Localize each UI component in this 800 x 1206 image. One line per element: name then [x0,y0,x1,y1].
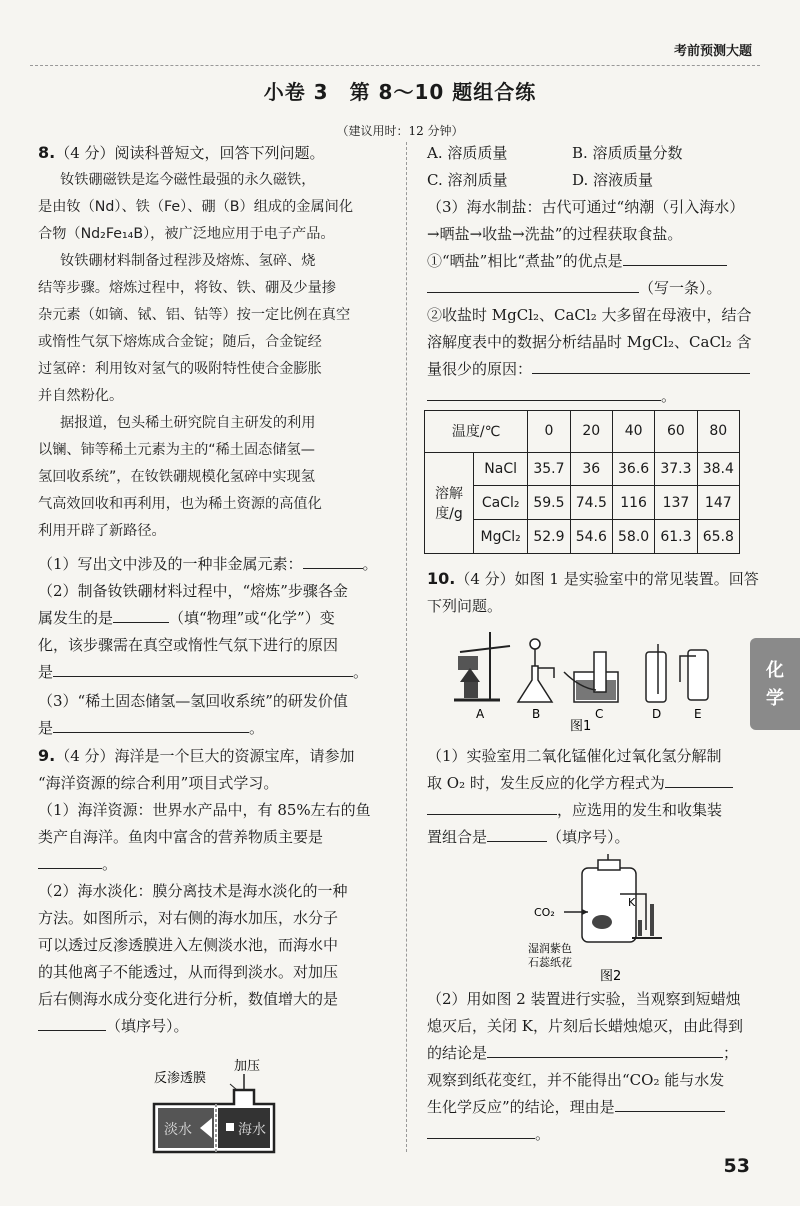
table-cell: 36.6 [612,452,654,486]
q9-line: 。 [38,851,117,877]
q8-part3-line: 是 。 [38,719,265,737]
litmus-paper-flower [592,915,612,929]
q8-number: 8. [38,143,56,162]
q10-line: （1）实验室用二氧化锰催化过氧化氢分解制 [427,747,722,765]
q9-part3-line: 。 [427,383,676,409]
answer-blank[interactable] [38,1016,106,1031]
q10-line: 置组合是 （填序号）。 [427,828,630,846]
q9-number: 9. [38,746,56,765]
q10-line: 观察到纸花变红，并不能得出“CO₂ 能与水发 [427,1071,725,1089]
q8-part1: （1）写出文中涉及的一种非金属元素： 。 [38,555,378,573]
table-header-cell: 0 [528,411,570,453]
q9-line: “海洋资源的综合利用”项目式学习。 [38,774,279,792]
answer-blank[interactable] [53,718,249,733]
q9-line: 的其他离子不能透过，从而得到淡水。对加压 [38,963,339,981]
q8-article-line: 据报道，包头稀土研究院自主研发的利用 [60,415,316,431]
table-cell: 54.6 [570,520,612,554]
q9-part3-line: 量很少的原因： [427,356,750,382]
table-cell: 116 [612,486,654,520]
option-d: D. 溶液质量 [572,171,654,189]
apparatus-c [564,652,618,702]
q9-line: 可以透过反渗透膜进入左侧淡水池，而海水中 [38,936,339,954]
apparatus-label-e: E [694,707,702,721]
q8-part2-line: （2）制备钕铁硼材料过程中，“熔炼”步骤各金 [38,582,348,600]
table-cell: MgCl₂ [474,520,528,554]
q10-line: 取 O₂ 时，发生反应的化学方程式为 [427,770,733,796]
q8-part2-line: 化，该步骤需在真空或惰性气氛下进行的原因 [38,636,339,654]
table-cell: 37.3 [655,452,697,486]
table-cell: 65.8 [697,520,739,554]
q9-line: 9.（4 分）海洋是一个巨大的资源宝库，请参加 [38,746,355,765]
table-header-cell: 60 [655,411,697,453]
q10-number: 10. [427,569,456,588]
option-b: B. 溶质质量分数 [572,144,683,162]
q10-line: （2）用如图 2 装置进行实验，当观察到短蜡烛 [427,990,741,1008]
q10-line: ，应选用的发生和收集装 [427,797,722,823]
answer-blank[interactable] [38,854,102,869]
valve-k-label: K [628,896,636,909]
q9-part3-line: （3）海水制盐：古代可通过“纳潮（引入海水） [427,198,745,216]
q9-part3-line: （写一条）。 [427,275,722,301]
q8-article-line: 氢回收系统”，在钕铁硼规模化氢碎中实现氢 [38,469,315,485]
suggested-time: （建议用时：12 分钟） [336,124,464,138]
long-candle [650,904,654,936]
figure1-caption: 图1 [570,719,592,732]
apparatus-label-c: C [595,707,604,721]
q8-part3-line: （3）“稀土固态储氢—氢回收系统”的研发价值 [38,692,348,710]
q8-article-line: 钕铁硼材料制备过程涉及熔炼、氢碎、烧 [60,253,316,269]
column-divider [406,142,407,1152]
apparatus-label-a: A [476,707,485,721]
q10-line: 熄灭后，关闭 K，片刻后长蜡烛熄灭，由此得到 [427,1017,743,1035]
answer-blank[interactable] [623,251,727,266]
subject-tab [750,638,800,730]
table-row [425,411,740,453]
q10-line: 下列问题。 [427,597,503,615]
apparatus-a [454,632,510,700]
q8-article-line: 或惰性气氛下熔炼成合金锭；随后，合金锭经 [38,334,322,350]
table-cell: 38.4 [697,452,739,486]
option-a: A. 溶质质量 [427,144,508,162]
q8-article-line: 结等步骤。熔炼过程中，将钕、铁、硼及少量掺 [38,280,336,296]
solubility-table [424,410,740,554]
q8-part2-line: 是 。 [38,663,369,681]
reverse-osmosis-figure [150,1056,290,1166]
apparatus-b [518,639,554,702]
q9-line: 类产自海洋。鱼肉中富含的营养物质主要是 [38,828,324,846]
table-cell: NaCl [474,452,528,486]
subject-tab-char: 学 [766,688,784,709]
q10-line: 的结论是 ； [427,1044,739,1062]
q8-article-line: 利用开辟了新路径。 [38,523,166,539]
table-cell: 36 [570,452,612,486]
q8-line: 8.（4 分）阅读科普短文，回答下列问题。 [38,143,325,162]
page-title: 小卷 3 第 8～10 题组合练 [263,80,537,104]
q9-line: （1）海洋资源：世界水产品中，有 85%左右的鱼 [38,801,371,819]
table-header-cell: 40 [612,411,654,453]
q8-article-line: 过氢碎：利用钕对氢气的吸附特性使合金膨胀 [38,361,322,377]
co2-label: CO₂ [534,906,555,919]
lab-apparatus-figure [440,622,730,732]
table-group-cell: 溶解度/g [425,452,474,553]
answer-blank[interactable] [487,827,547,842]
apparatus-d [646,644,666,702]
answer-blank[interactable] [665,773,733,788]
q9-line: （2）海水淡化：膜分离技术是海水淡化的一种 [38,882,348,900]
q8-article-line: 以镧、铈等稀土元素为主的“稀土固态储氢— [38,442,315,458]
table-cell: CaCl₂ [474,486,528,520]
answer-blank[interactable] [113,608,169,623]
apparatus-label-d: D [652,707,662,721]
q8-article-line: 并自然粉化。 [38,388,124,404]
table-header-cell: 温度/℃ [425,411,528,453]
q8-article-line: 杂元素（如镝、铽、铝、钴等）按一定比例在真空 [38,307,351,323]
answer-blank[interactable] [487,1043,723,1058]
answer-blank[interactable] [615,1097,725,1112]
q9-part3-line: ②收盐时 MgCl₂、CaCl₂ 大多留在母液中，结合 [427,306,752,324]
answer-blank[interactable] [427,278,639,293]
q9-part3-line: 溶解度表中的数据分析结晶时 MgCl₂、CaCl₂ 含 [427,333,752,351]
table-cell: 59.5 [528,486,570,520]
table-cell: 58.0 [612,520,654,554]
answer-blank[interactable] [427,386,661,401]
answer-blank[interactable] [427,1124,535,1139]
apparatus-label-b: B [532,707,541,721]
apparatus-e [680,650,708,700]
subject-tab-char: 化 [766,660,784,681]
q10-line: 。 [427,1121,550,1147]
table-header-cell: 80 [697,411,739,453]
header-divider [30,65,760,66]
figure2-caption: 图2 [600,969,622,984]
fresh-water-label: 淡水 [164,1122,192,1138]
short-candle [638,920,642,936]
q10-line: 生化学反应”的结论，理由是 [427,1094,725,1120]
q8-part2-line: 属发生的是 （填“物理”或“化学”）变 [38,609,335,627]
q9-part3-line: →晒盐→收盐→洗盐”的过程获取食盐。 [427,225,683,243]
page-number: 53 [723,1155,750,1177]
table-cell: 35.7 [528,452,570,486]
q8-article-line: 钕铁硼磁铁是迄今磁性最强的永久磁铁， [60,172,316,188]
q8-article-line: 是由钕（Nd）、铁（Fe）、硼（B）组成的金属间化 [38,199,354,215]
table-cell: 61.3 [655,520,697,554]
table-cell: 74.5 [570,486,612,520]
q9-line: 方法。如图所示，对右侧的海水加压，水分子 [38,909,339,927]
co2-candle-figure [528,854,708,984]
table-cell: 137 [655,486,697,520]
answer-blank[interactable] [427,800,557,815]
ion-particle [226,1123,234,1131]
table-row [425,452,740,486]
table-cell: 52.9 [528,520,570,554]
answer-blank[interactable] [532,359,750,374]
table-cell: 147 [697,486,739,520]
section-header: 考前预测大题 [673,44,752,59]
paper-label-1: 湿润紫色 [528,942,572,955]
sea-water-label: 海水 [238,1122,266,1138]
answer-blank[interactable] [303,554,363,569]
q8-article-line: 气高效回收和再利用，也为稀土资源的高值化 [38,496,322,512]
pressure-label: 加压 [234,1059,261,1074]
membrane-label: 反渗透膜 [154,1071,207,1086]
paper-label-2: 石蕊纸花 [528,956,572,969]
q9-part3-line: ①“晒盐”相比“煮盐”的优点是 [427,248,727,274]
q10-line: 10.（4 分）如图 1 是实验室中的常见装置。回答 [427,569,759,588]
answer-blank[interactable] [53,662,353,677]
q8-article-line: 合物（Nd₂Fe₁₄B），被广泛地应用于电子产品。 [38,226,335,242]
option-c: C. 溶剂质量 [427,171,508,189]
table-header-cell: 20 [570,411,612,453]
q9-line: （填序号）。 [38,1013,189,1039]
q9-line: 后右侧海水成分变化进行分析，数值增大的是 [38,990,339,1008]
